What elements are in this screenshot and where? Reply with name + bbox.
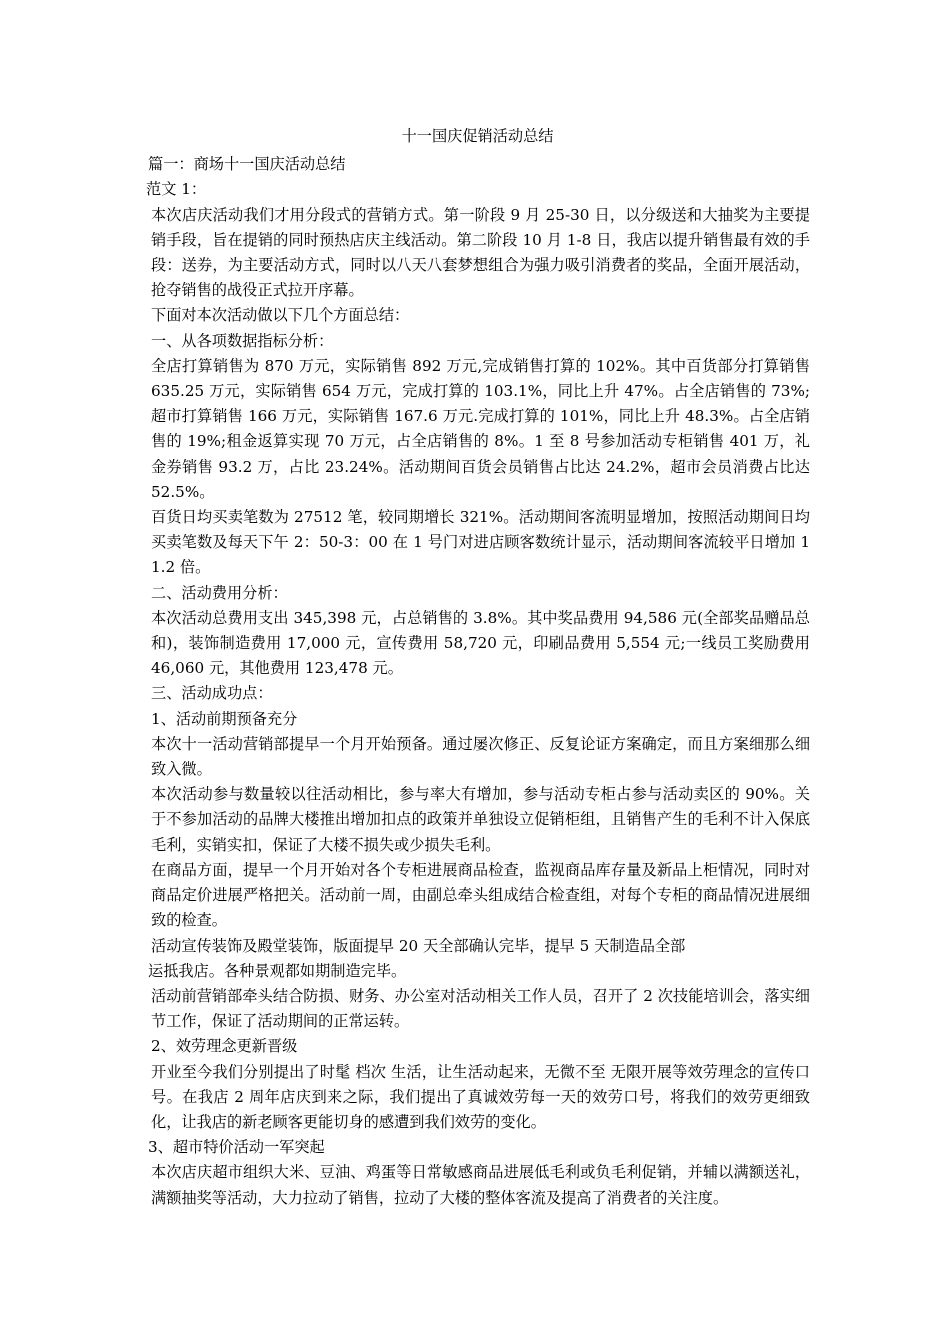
document-title: 十一国庆促销活动总结 <box>401 127 554 145</box>
section-heading: 一、从各项数据指标分析： <box>151 331 334 350</box>
paragraph: 本次活动参与数量较以往活动相比，参与率大有增加，参与活动专柜占参与活动卖区的 90%。关于不参加活动的品牌大楼推出增加扣点的政策并单独设立促销柜组，且销售产生的毛利不计入保底毛利，实销实扣，保证了大楼不损失或少损失毛利。 <box>151 785 810 854</box>
paragraph-line: 运抵我店。各种景观都如期制造完毕。 <box>148 961 407 980</box>
paragraph: 活动前营销部牵头结合防损、财务、办公室对活动相关工作人员，召开了 2 次技能培训会，落实细节工作，保证了活动期间的正常运转。 <box>151 986 810 1031</box>
paragraph: 百货日均买卖笔数为 27512 笔，较同期增长 321%。活动期间客流明显增加，按照活动期间日均买卖笔数及每天下午 2：50-3：00 在 1 号门对进店顾客数统计显示，活动期间客流较平日增加 11.2 倍。 <box>151 508 810 577</box>
paragraph: 本次店庆超市组织大米、豆油、鸡蛋等日常敏感商品进展低毛利或负毛利促销，并辅以满额送礼，满额抽奖等活动，大力拉动了销售，拉动了大楼的整体客流及提高了消费者的关注度。 <box>151 1163 810 1207</box>
paragraph: 在商品方面，提早一个月开始对各个专柜进展商品检查，监视商品库存量及新品上柜情况，同时对商品定价进展严格把关。活动前一周，由副总牵头组成结合检查组，对每个专柜的商品情况进展细致的检查。 <box>151 860 810 930</box>
section-heading: 二、活动费用分析： <box>151 583 288 602</box>
subheading: 1、活动前期预备充分 <box>151 709 298 728</box>
paragraph: 本次十一活动营销部提早一个月开始预备。通过屡次修正、反复论证方案确定，而且方案细那么细致入微。 <box>151 734 810 779</box>
paragraph-line: 下面对本次活动做以下几个方面总结： <box>151 306 410 325</box>
subheading: 2、效劳理念更新晋级 <box>151 1037 298 1056</box>
paragraph: 本次活动总费用支出 345,398 元，占总销售的 3.8%。其中奖品费用 94,586 元(全部奖品赠品总和)，装饰制造费用 17,000 元，宣传费用 58,720 元，印刷品费用 5,554 元;一线员工奖励费用 46,060 元，其他费用 123,478 元。 <box>151 608 810 678</box>
document-body <box>145 124 810 1211</box>
subheading: 3、超市特价活动一军突起 <box>148 1138 325 1157</box>
subheading: 范文 1： <box>146 180 207 199</box>
paragraph: 本次店庆活动我们才用分段式的营销方式。第一阶段 9 月 25-30 日，以分级送和大抽奖为主要提销手段，旨在提销的同时预热店庆主线活动。第二阶段 10 月 1-8 日，我店以提升销售最有效的手段：送券，为主要活动方式，同时以八天八套梦想组合为强力吸引消费者的奖品，全面开展活动，抢夺销售的战役正式拉开序幕。 <box>151 205 810 300</box>
section-heading: 篇一：商场十一国庆活动总结 <box>148 155 346 174</box>
paragraph: 开业至今我们分别提出了时髦 档次 生活，让生活动起来，无微不至 无限开展等效劳理念的宣传口号。在我店 2 周年店庆到来之际，我们提出了真诚效劳每一天的效劳口号，将我们的效劳更细致化，让我店的新老顾客更能切身的感遭到我们效劳的变化。 <box>151 1062 810 1131</box>
section-heading: 三、活动成功点： <box>151 684 273 703</box>
paragraph-line: 活动宣传装饰及殿堂装饰，版面提早 20 天全部确认完毕，提早 5 天制造品全部 <box>151 936 686 955</box>
paragraph: 全店打算销售为 870 万元，实际销售 892 万元,完成销售打算的 102%。其中百货部分打算销售 635.25 万元，实际销售 654 万元，完成打算的 103.1%，同比上升 47%。占全店销售的 73%;超市打算销售 166 万元，实际销售 167.6 万元.完成打算的 101%，同比上升 48.3%。占全店销售的 19%;租金返算实现 70 万元，占全店销售的 8%。1 至 8 号参加活动专柜销售 401 万，礼金券销售 93.2 万，占比 23.24%。活动期间百货会员销售占比达 24.2%，超市会员消费占比达 52.5%。 <box>151 356 810 501</box>
